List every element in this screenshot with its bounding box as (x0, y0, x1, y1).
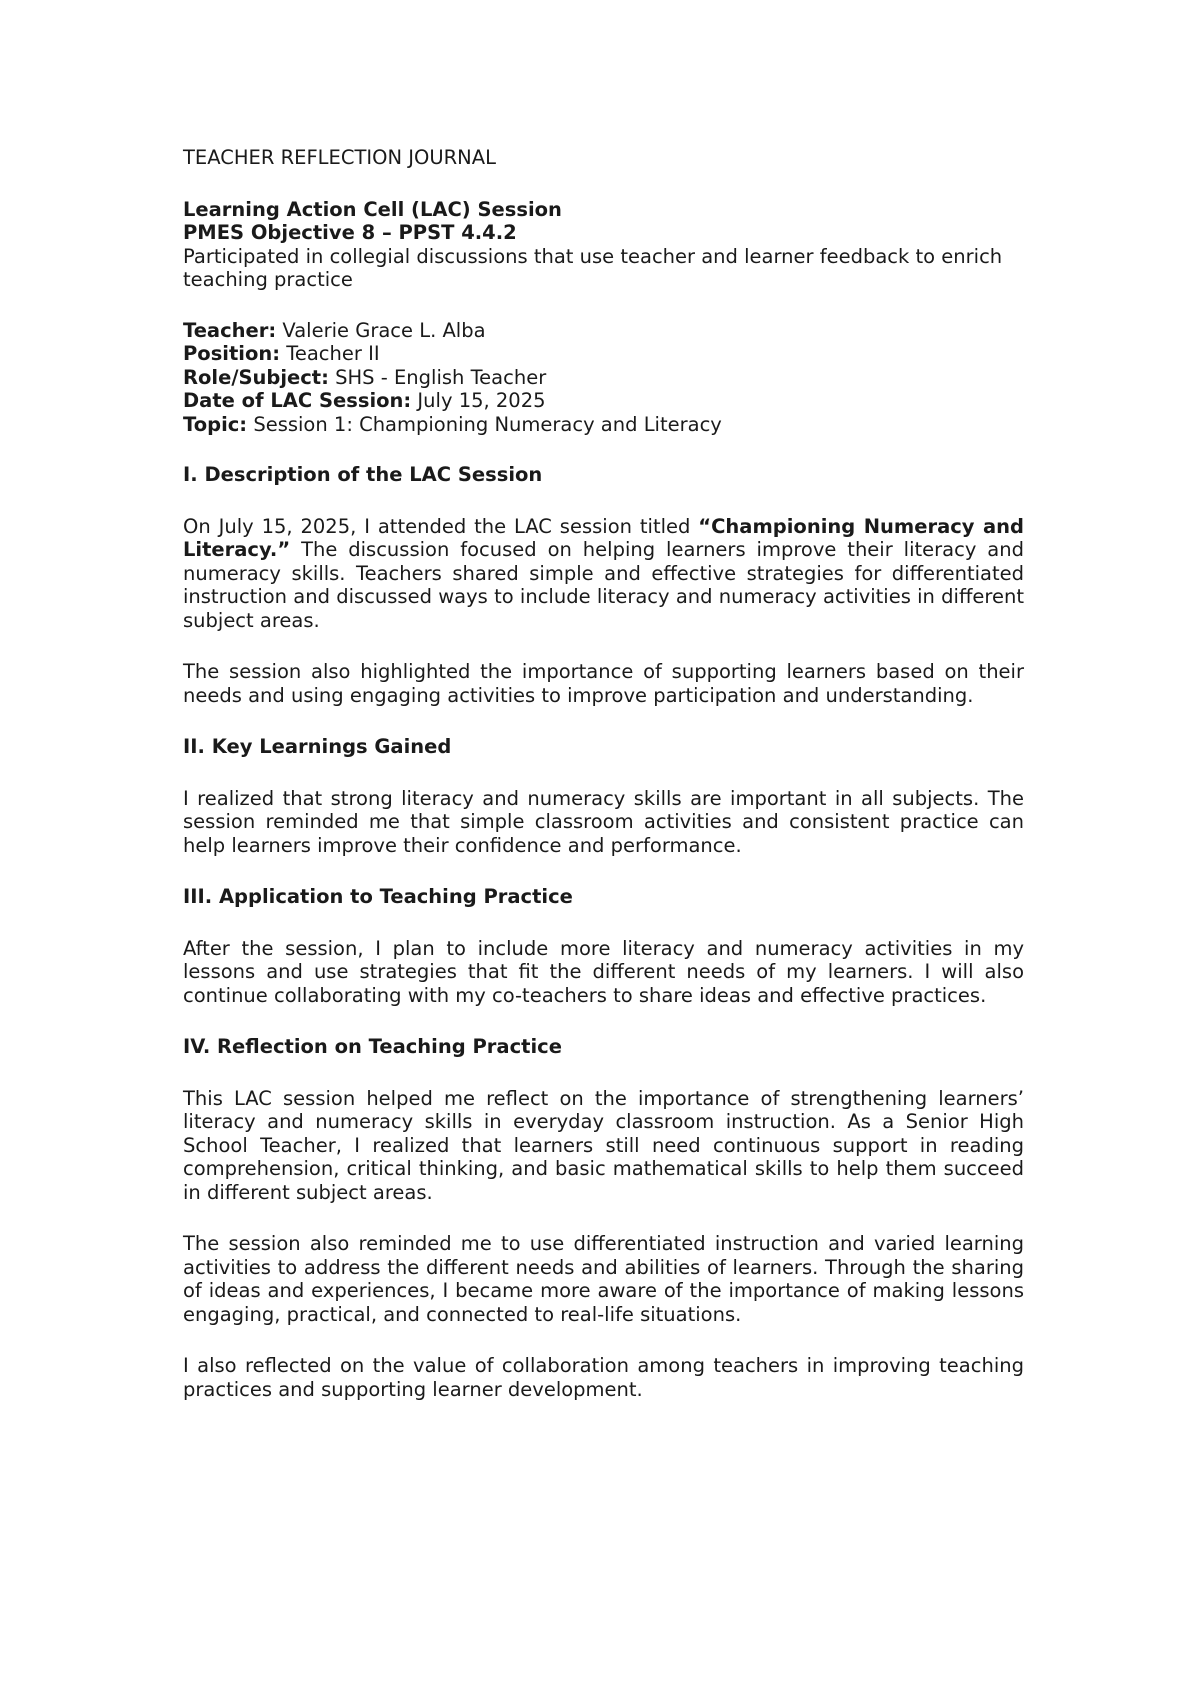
section-heading-description: I. Description of the LAC Session (183, 463, 543, 486)
meta-value: Teacher II (286, 342, 380, 365)
document-body (183, 146, 1024, 1429)
section-heading-application: III. Application to Teaching Practice (183, 885, 573, 908)
meta-position (183, 342, 1024, 366)
meta-role-subject (183, 366, 1024, 390)
meta-label: Role/Subject: (183, 365, 329, 389)
meta-value: July 15, 2025 (417, 389, 546, 412)
description-paragraph-1 (183, 515, 1024, 633)
lac-header (183, 198, 1024, 292)
section-heading-key-learnings: II. Key Learnings Gained (183, 735, 452, 758)
application-paragraph: After the session, I plan to include more literacy and numeracy activities in my lessons and use strategies that fit the different needs of my learners. I will also continue collaborating with my co-teachers to share ideas and effective practices. (183, 936, 1024, 1007)
reflection-paragraph-2: The session also reminded me to use differentiated instruction and varied learning activities to address the different needs and abilities of learners. Through the sharing of ideas and experiences, I became more aware of the importance of making lessons engaging, practical, and connected to real-life situations. (183, 1232, 1024, 1326)
meta-teacher (183, 319, 1024, 343)
meta-value: Valerie Grace L. Alba (282, 318, 486, 342)
session-title-emphasis: “Championing Numeracy and Literacy.” (183, 514, 1024, 561)
objective-code: PMES Objective 8 – PPST 4.4.2 (183, 221, 517, 244)
reflection-paragraph-1: This LAC session helped me reflect on the importance of strengthening learners’ literacy and numeracy skills in everyday classroom instruction. As a Senior High School Teacher, I realized that learners still need continuous support in reading comprehension, critical thinking, and basic mathematical skills to help them succeed in different subject areas. (183, 1086, 1024, 1204)
document-title: TEACHER REFLECTION JOURNAL (183, 146, 496, 169)
key-learnings-paragraph: I realized that strong literacy and numeracy skills are important in all subjects. The session reminded me that simple classroom activities and consistent practice can help learners improve their confidence and performance. (183, 786, 1024, 857)
teacher-info (183, 319, 1024, 437)
description-text: The discussion focused on helping learners improve their literacy and numeracy skills. Teachers shared simple and effective strategies for differentiated instruction and discussed ways to include literacy and numeracy activities in different subject areas. (183, 538, 1024, 632)
description-paragraph-2: The session also highlighted the importance of supporting learners based on their needs and using engaging activities to improve participation and understanding. (183, 660, 1024, 707)
description-text: On July 15, 2025, I attended the LAC session titled (183, 514, 699, 538)
meta-label: Teacher: (183, 318, 277, 342)
reflection-paragraph-3: I also reflected on the value of collaboration among teachers in improving teaching practices and supporting learner development. (183, 1354, 1024, 1401)
objective-description: Participated in collegial discussions that use teacher and learner feedback to enrich teaching practice (183, 244, 1003, 291)
lac-session-title: Learning Action Cell (LAC) Session (183, 197, 562, 221)
meta-label: Position: (183, 342, 281, 365)
meta-topic (183, 413, 1024, 437)
meta-date (183, 389, 1024, 413)
meta-value: SHS - English Teacher (335, 365, 547, 389)
meta-label: Topic: (183, 412, 248, 436)
section-heading-reflection: IV. Reflection on Teaching Practice (183, 1035, 562, 1058)
meta-label: Date of LAC Session: (183, 389, 412, 412)
meta-value: Session 1: Championing Numeracy and Literacy (253, 412, 722, 436)
